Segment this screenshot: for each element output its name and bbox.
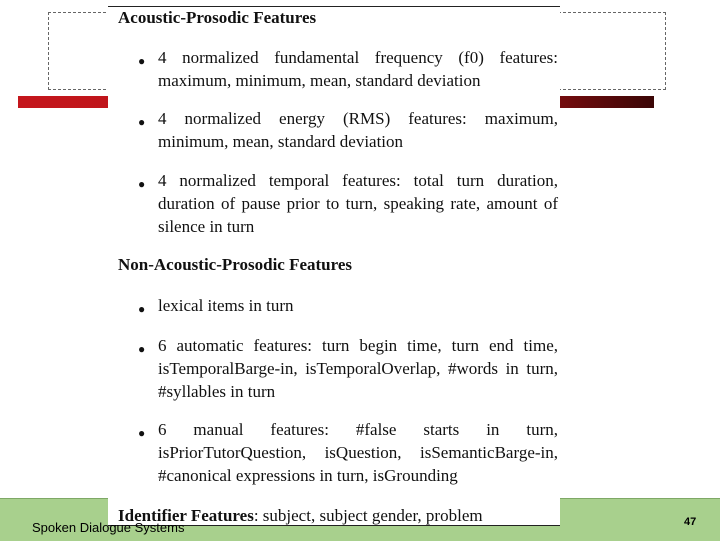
- list-item: 6 manual features: #false starts in turn, isPriorTutorQuestion, isQuestion, isSemanticBarge-in, #canonical expressions in turn, isGrounding: [158, 420, 558, 485]
- list-item: lexical items in turn: [158, 296, 294, 315]
- paper-top-rule: [108, 6, 560, 7]
- list-item: 4 normalized energy (RMS) features: maximum, minimum, mean, standard deviation: [158, 109, 558, 151]
- section-heading-non-acoustic: Non-Acoustic-Prosodic Features: [118, 255, 353, 274]
- bullet: ●: [138, 177, 146, 191]
- bullet: ●: [138, 302, 146, 316]
- bullet: ●: [138, 342, 146, 356]
- section-heading-acoustic: Acoustic-Prosodic Features: [118, 8, 317, 27]
- identifier-features-text: : subject, subject gender, problem: [253, 506, 483, 525]
- bullet: ●: [138, 115, 146, 129]
- footer-course-title: Spoken Dialogue Systems: [32, 520, 185, 535]
- slide-number: 47: [684, 516, 697, 528]
- identifier-features-label: Identifier Features: [118, 506, 254, 525]
- list-item: 4 normalized fundamental frequency (f0) features: maximum, minimum, mean, standard deviation: [158, 48, 558, 90]
- bullet: ●: [138, 426, 146, 440]
- list-item: 4 normalized temporal features: total turn duration, duration of pause prior to turn, speaking rate, amount of silence in turn: [158, 171, 558, 236]
- paper-excerpt-image: [108, 6, 560, 526]
- list-item: 6 automatic features: turn begin time, turn end time, isTemporalBarge-in, isTemporalOverlap, #words in turn, #syllables in turn: [158, 336, 558, 401]
- bullet: ●: [138, 54, 146, 68]
